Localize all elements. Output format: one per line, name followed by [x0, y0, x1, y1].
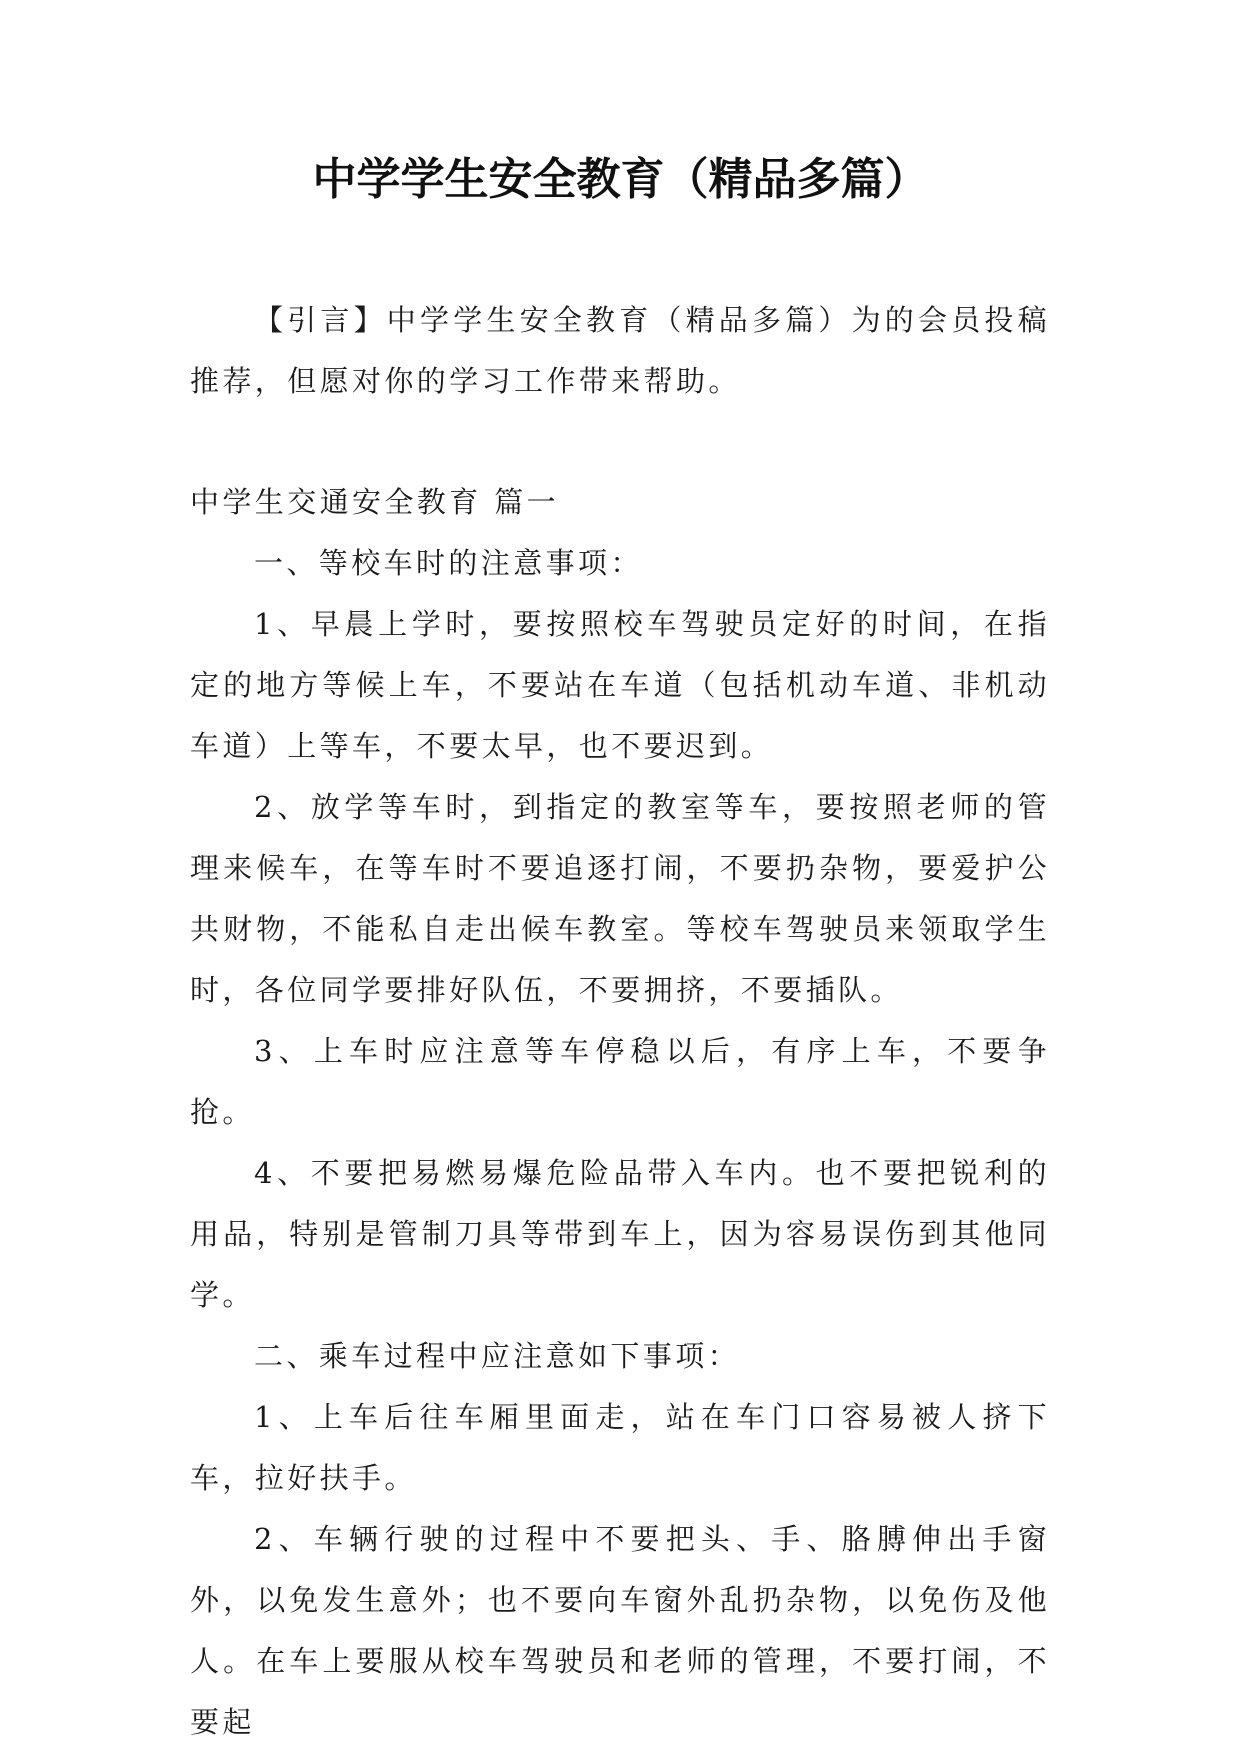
body-paragraph: 3、上车时应注意等车停稳以后，有序上车，不要争抢。: [190, 1034, 1050, 1129]
body-paragraph: 2、车辆行驶的过程中不要把头、手、胳膊伸出手窗外，以免发生意外；也不要向车窗外乱扔杂物，以免伤及他人。在车上要服从校车驾驶员和老师的管理，不要打闹，不要起: [190, 1522, 1050, 1739]
document-body: [190, 290, 1050, 1753]
section-heading: 中学生交通安全教育 篇一: [190, 485, 560, 519]
body-paragraph: 二、乘车过程中应注意如下事项：: [254, 1339, 741, 1373]
body-paragraph: 1、上车后往车厢里面走，站在车门口容易被人挤下车，拉好扶手。: [190, 1400, 1050, 1495]
body-paragraph: 一、等校车时的注意事项：: [254, 546, 643, 580]
body-paragraph: 4、不要把易燃易爆危险品带入车内。也不要把锐利的用品，特别是管制刀具等带到车上，因为容易误伤到其他同学。: [190, 1156, 1050, 1312]
body-paragraph: 2、放学等车时，到指定的教室等车，要按照老师的管理来候车，在等车时不要追逐打闹，不要扔杂物，要爱护公共财物，不能私自走出候车教室。等校车驾驶员来领取学生时，各位同学要排好队伍，不要拥挤，不要插队。: [190, 790, 1050, 1007]
intro-paragraph: 【引言】中学学生安全教育（精品多篇）为的会员投稿推荐，但愿对你的学习工作带来帮助。: [190, 303, 1050, 398]
body-paragraph: 1、早晨上学时，要按照校车驾驶员定好的时间，在指定的地方等候上车，不要站在车道（包括机动车道、非机动车道）上等车，不要太早，也不要迟到。: [190, 607, 1050, 763]
document-title: 中学学生安全教育（精品多篇）: [312, 154, 929, 205]
